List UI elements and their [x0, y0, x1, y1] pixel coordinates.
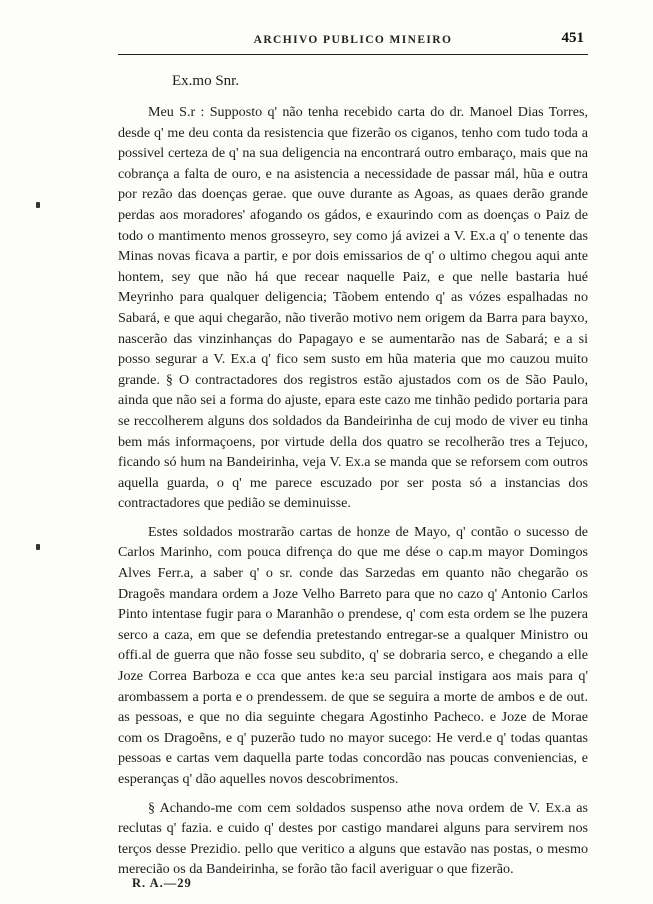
paragraph: § Achando-me com cem soldados suspenso athe nova ordem de V. Ex.a as reclutas q' fazia. e cuido q' destes por castigo mandarei alguns para servirem nos terços desse Prezidio. pello que veritico a alguns que estavão nas postas, o mesmo merecião os da Bandeirinha, se forão tão facil averiguar o que fizerão.: [118, 799, 588, 878]
running-header: [118, 28, 588, 55]
header-title: ARCHIVO PUBLICO MINEIRO: [253, 34, 453, 46]
paragraph: Meu S.r : Supposto q' não tenha recebido carta do dr. Manoel Dias Torres, desde q' me deu conta da resistencia que fizerão os ciganos, tenho com tudo toda a possivel certeza de q' na sua deligencia na encontrará outro embaraço, mais que na cobrança a falta de ouro, e na asistencia a necessidade de passar mál, hũa e outra por rezão das doenças gerae. que ouve durante as Agoas, as quaes derão grande perdas aos moradores' afogando os gádos, e exaurindo com as doenças o Paiz de todo o mantimento menos grosseyro, sey como já avizei a V. Ex.a q' o tenente das Minas novas ficava a partir, e por dois emissarios de q' o ultimo chegou aqui ante hontem, sey que não há que recear naquelle Paiz, e que nelle bastaria hué Meyrinho para qualquer deligencia; Tãobem entendo q' as vózes espalhadas no Sabará, e que aqui chegarão, não tiverão motivo nem origem da Barra para bayxo, nascerão das vinzinhanças do Papagayo e se aumentarão nas de Sabará; e a si posso segurar a V. Ex.a q' fico sem susto em hũa materia que mo cauzou muito grande. § O contractadores dos registros estão ajustados com os de São Paulo, ainda que não sei a forma do ajuste, epara este cazo me tinhão pedido portaria para se reccolherem alguns dos soldados da Bandeirinha de cuj modo de viver eu tinha bem más informaçoens, por virtude della dos quatro se recolherão tres a Tejuco, ficando só hum na Bandeirinha, veja V. Ex.a se manda que se reforsem com outros aquella guarda, o q' me parece escuzado por ser posta só a instancias dos contractadores que pedião se deminuisse.: [118, 104, 588, 512]
salutation: Ex.mo Snr.: [172, 73, 240, 89]
paragraph: Estes soldados mostrarão cartas de honze de Mayo, q' contão o sucesso de Carlos Marinho, com pouca difrença do que me dése o cap.m mayor Domingos Alves Ferr.a, a saber q' o sr. conde das Sarzedas em quanto não chegarão os Dragoẽs mandara ordem a Joze Velho Barreto para que no cazo q' Antonio Carlos Pinto intentase fugir para o Maranhão o prendese, q' com esta ordem se lhe puzera serco a caza, em que se defendia pretestando entregar-se a qualquer Ministro ou offi.al de guerra que não fosse seu subdito, q' se dobraria serco, e chegando a elle Joze Correa Barboza e cca que antes ke:a seu parcial instigara aos mais para q' arombassem a porta e o prendessem. de que se seguira a morte de ambos e de out. as pessoas, e que no dia seguinte chegara Agostinho Pacheco. e Joze de Morae com os Dragoẽns, e q' puzerão tudo no mayor sucego: He verd.e q' todas quantas pessoas e cartas vem daquella parte todas concordão nas poucas conveniencias, e esperanças q' dão aquelles novos descobrimentos.: [118, 523, 588, 787]
signature-mark: R. A.—29: [132, 876, 192, 890]
body-text: [118, 70, 588, 880]
page-number: 451: [561, 30, 584, 46]
margin-mark: [36, 202, 40, 208]
margin-mark: [36, 544, 40, 550]
